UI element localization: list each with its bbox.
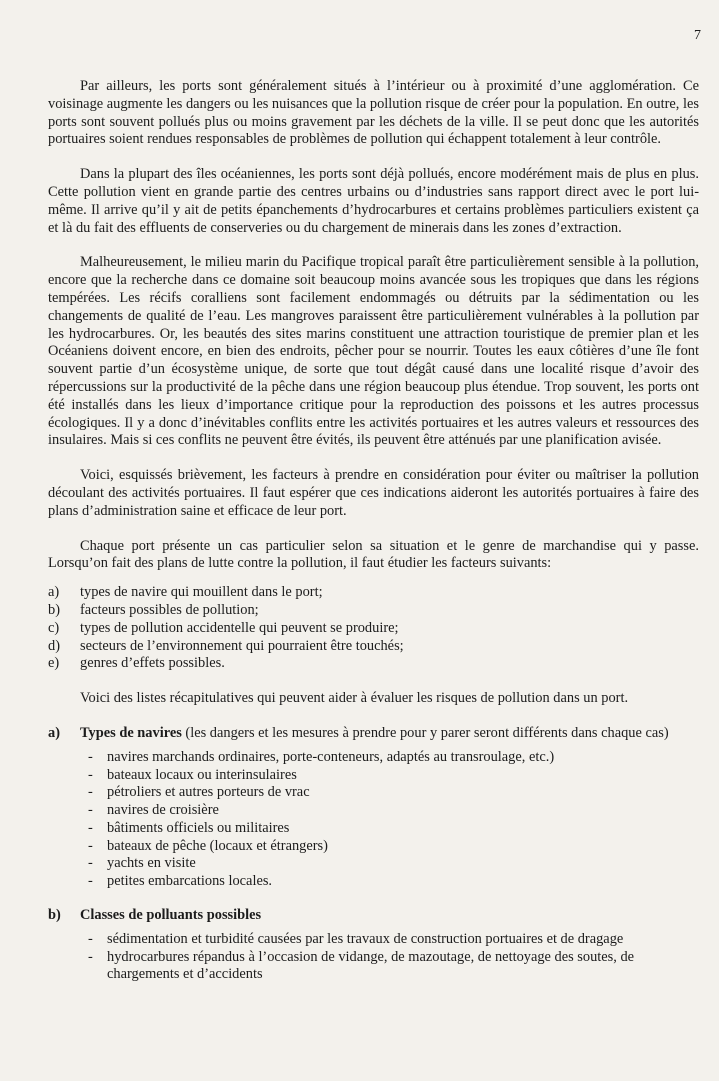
list-item: - hydrocarbures répandus à l’occasion de vidange, de mazoutage, de nettoyage des soutes, de chargements et d’accidents <box>88 948 635 983</box>
section-b-title: Classes de polluants possibles <box>80 907 262 924</box>
list-item: - bâtiments officiels ou militaires <box>88 819 290 836</box>
paragraph-recap-intro: Voici des listes récapitulatives qui peuvent aider à évaluer les risques de pollution dans un port. <box>80 690 629 707</box>
paragraph-oceanic-islands: Dans la plupart des îles océaniennes, les ports sont déjà pollués, encore modérément mais de plus en plus. Cette pollution vient en grande partie des centres urbains ou d’industries sans rapport direct avec le port lui-même. Il arrive qu’il y ait de petits épanchements d’hydrocarbures et certains problèmes particuliers existent ça et là du fait des effluents de conserveries ou du chargement de minerais dans les zones d’extraction. <box>48 166 699 236</box>
section-a-title: Types de navires <box>80 724 182 741</box>
list-item: - bateaux locaux ou interinsulaires <box>88 766 297 783</box>
section-a-heading: a) Types de navires (les dangers et les mesures à prendre pour y parer seront différents dans chaque cas) <box>48 724 669 741</box>
ship-types-list <box>48 749 699 891</box>
list-item: d) secteurs de l’environnement qui pourraient être touchés; <box>48 637 404 654</box>
list-item: c) types de pollution accidentelle qui peuvent se produire; <box>48 619 399 636</box>
factors-list <box>48 584 699 673</box>
list-item: - navires de croisière <box>88 802 219 819</box>
list-item: - yachts en visite <box>88 855 196 872</box>
list-item: a) types de navire qui mouillent dans le port; <box>48 584 323 601</box>
list-item: b) facteurs possibles de pollution; <box>48 601 259 618</box>
section-b-heading: b) Classes de polluants possibles <box>48 907 699 925</box>
paragraph-each-port: Chaque port présente un cas particulier selon sa situation et le genre de marchandise qui y passe. Lorsqu’on fait des plans de lutte contre la pollution, il faut étudier les facteurs suivants: <box>48 537 699 572</box>
list-item: - bateaux de pêche (locaux et étrangers) <box>88 837 328 854</box>
paragraph-factors-intro: Voici, esquissés brièvement, les facteurs à prendre en considération pour éviter ou maîtriser la pollution découlant des activités portuaires. Il faut espérer que ces indications aideront les autorités portuaires à faire des plans d’administration saine et efficace de leur port. <box>48 467 699 519</box>
page-content <box>48 78 699 1000</box>
list-item: e) genres d’effets possibles. <box>48 655 225 672</box>
list-item: - navires marchands ordinaires, porte-conteneurs, adaptés au transroulage, etc.) <box>88 748 555 765</box>
paragraph-ports-location: Par ailleurs, les ports sont généralement situés à l’intérieur ou à proximité d’une agglomération. Ce voisinage augmente les dangers ou les nuisances que la pollution risque de créer pour la population. En outre, les ports sont souvent pollués plus ou moins gravement par les déchets de la ville. Il se peut donc que les autorités portuaires soient rendues responsables de problèmes de pollution qui échappent totalement à leur contrôle. <box>48 78 699 148</box>
list-item: - petites embarcations locales. <box>88 873 273 890</box>
section-a-note: (les dangers et les mesures à prendre pour y parer seront différents dans chaque cas) <box>181 724 669 741</box>
pollutants-list <box>48 931 699 984</box>
list-item: - sédimentation et turbidité causées par les travaux de construction portuaires et de dragage <box>88 930 624 947</box>
page-number: 7 <box>694 28 701 43</box>
list-item: - pétroliers et autres porteurs de vrac <box>88 784 310 801</box>
paragraph-marine-environment: Malheureusement, le milieu marin du Pacifique tropical paraît être particulièrement sensible à la pollution, encore que la recherche dans ce domaine soit beaucoup moins avancée sous les tropiques que dans les régions tempérées. Les récifs coralliens sont facilement endommagés ou détruits par la sédimentation ou les changements de qualité de l’eau. Les mangroves paraissent être particulièrement vulnérables à la pollution par les hydrocarbures. Or, les beautés des sites marins constituent une attraction touristique de premier plan et les Océaniens doivent encore, en bien des endroits, pêcher pour se nourrir. Toutes les eaux côtières d’une île font souvent partie d’un écosystème unique, de sorte que tout dégât causé dans une localité risque d’avoir des répercussions sur la productivité de la pêche dans une région beaucoup plus étendue. Trop souvent, les ports ont été installés dans les lieux d’importance critique pour la reproduction des poissons et les autres processus écologiques. Il y a donc d’inévitables conflits entre les activités portuaires et les autres valeurs et ressources des insulaires. Mais si ces conflits ne peuvent être évités, ils peuvent être atténués par une planification avisée. <box>48 254 699 449</box>
